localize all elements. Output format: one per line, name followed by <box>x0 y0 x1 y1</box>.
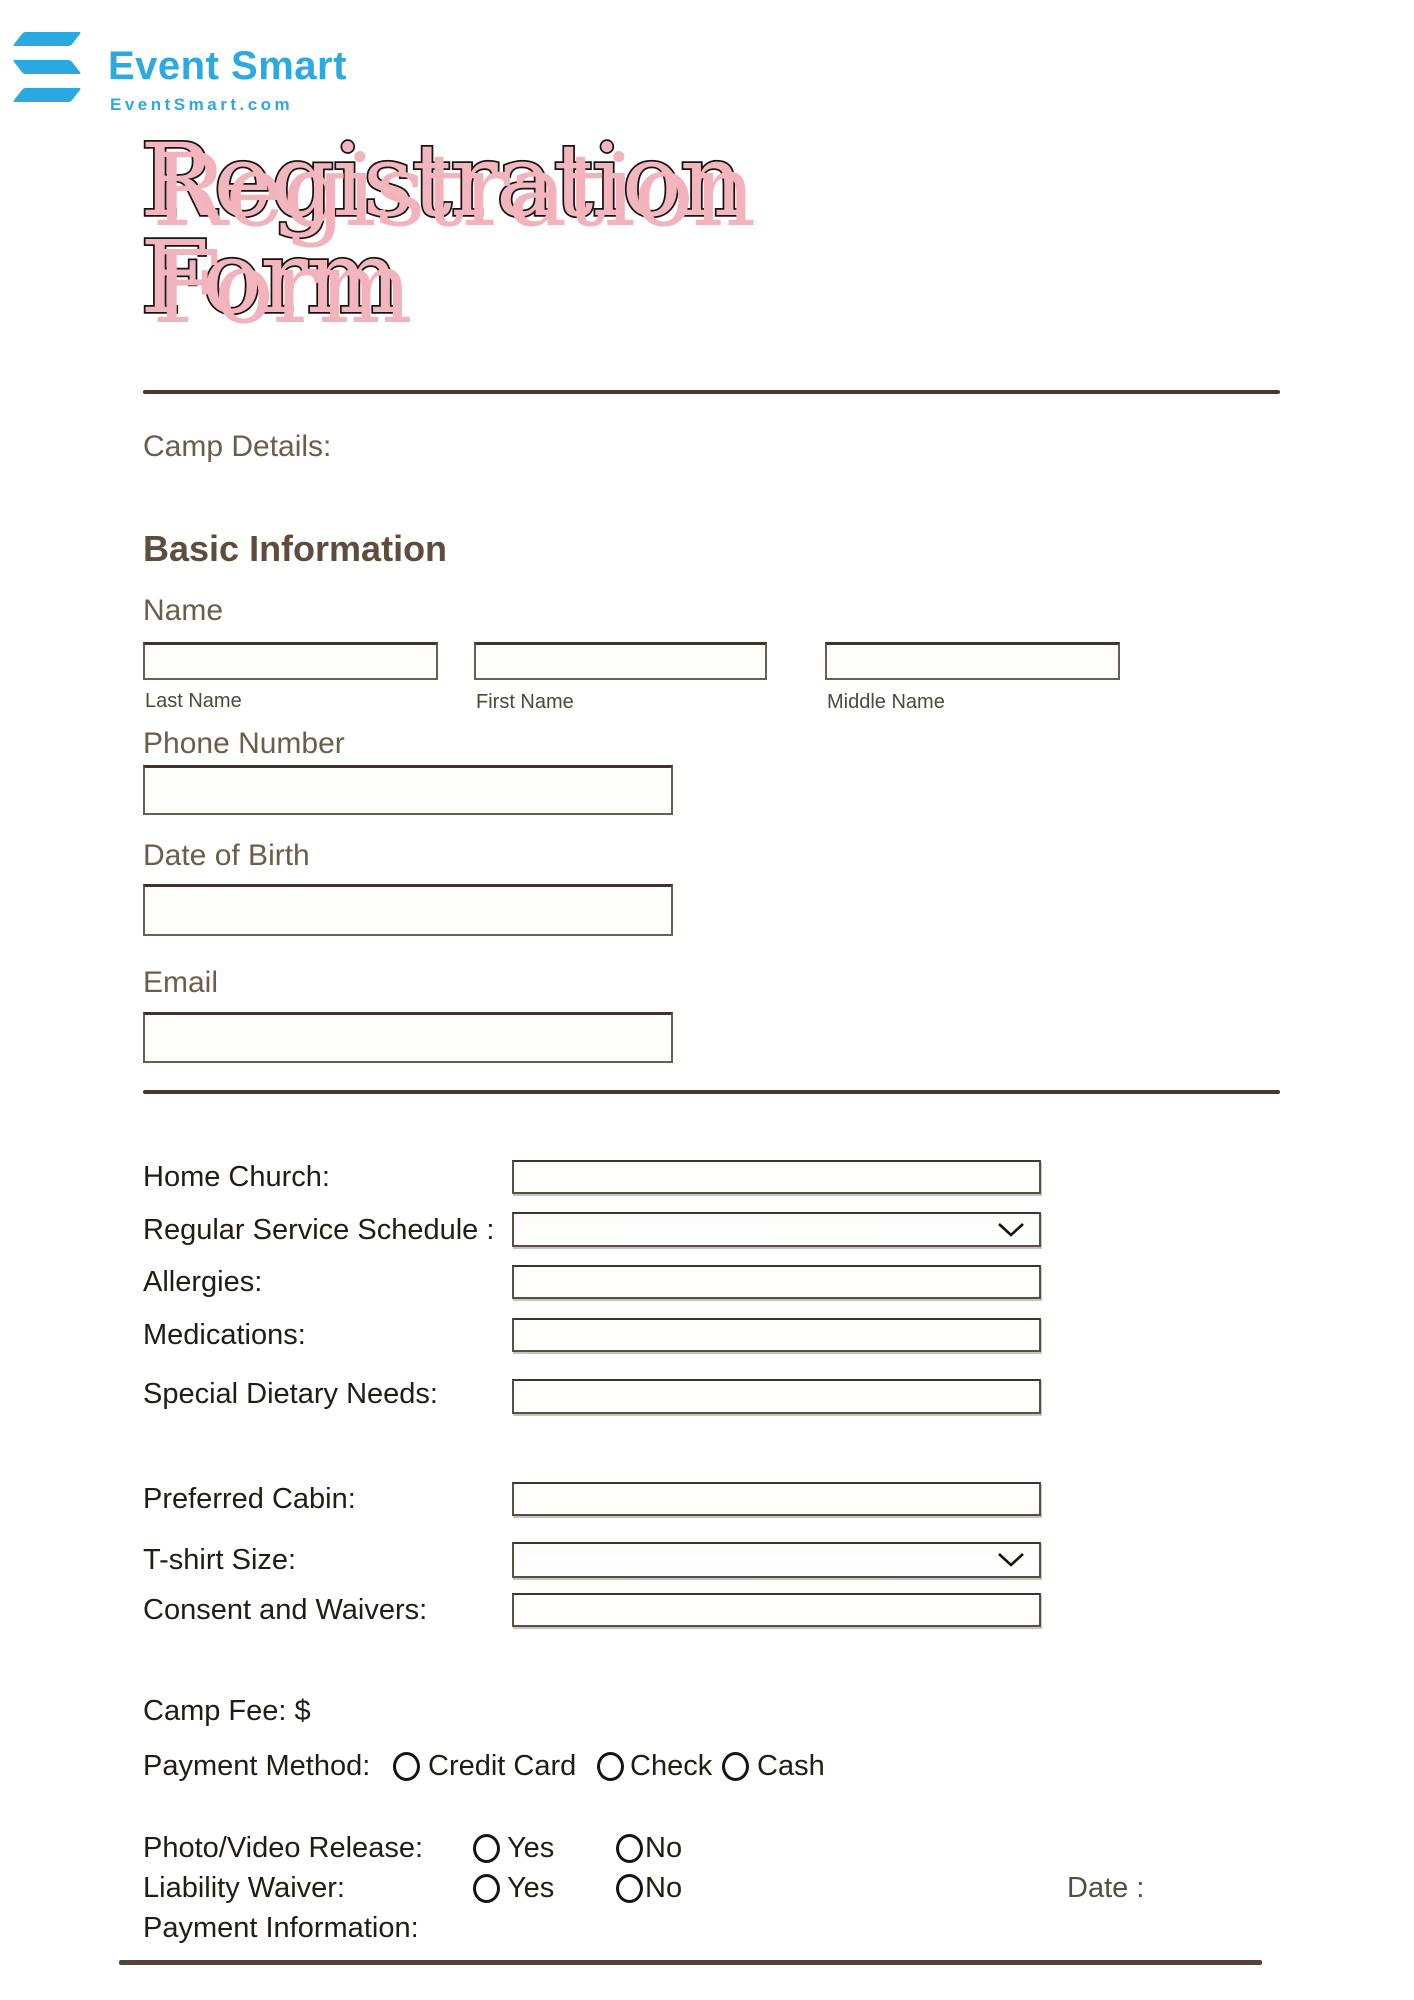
camp-fee-label: Camp Fee: $ <box>143 1695 311 1727</box>
middle-name-input[interactable] <box>825 642 1120 680</box>
consent-and-waivers-label: Consent and Waivers: <box>143 1594 428 1626</box>
payment-method-radio-check[interactable] <box>597 1752 624 1781</box>
bottom-divider <box>119 1960 1262 1965</box>
page-title <box>140 122 743 336</box>
photo-release-radio-no[interactable] <box>616 1834 643 1863</box>
payment-method-option-cash-label: Cash <box>757 1750 825 1782</box>
medications-label: Medications: <box>143 1319 306 1351</box>
payment-method-radio-credit-card[interactable] <box>393 1752 420 1781</box>
phone-number-label: Phone Number <box>143 727 345 760</box>
middle-name-caption: Middle Name <box>827 691 945 713</box>
photo-release-no-label: No <box>645 1832 683 1864</box>
email-label: Email <box>143 966 219 999</box>
brand-name: Event Smart <box>108 44 347 88</box>
photo-release-radio-yes[interactable] <box>473 1834 500 1863</box>
allergies-label: Allergies: <box>143 1266 263 1298</box>
liability-waiver-label: Liability Waiver: <box>143 1872 345 1904</box>
chevron-down-icon <box>997 1222 1025 1238</box>
section-divider <box>143 1090 1280 1094</box>
page-title-line2: Form <box>140 219 399 336</box>
home-church-input[interactable] <box>512 1160 1041 1194</box>
phone-number-input[interactable] <box>143 765 673 815</box>
liability-waiver-no-label: No <box>645 1872 683 1904</box>
medications-input[interactable] <box>512 1318 1041 1352</box>
last-name-input[interactable] <box>143 642 438 680</box>
special-dietary-needs-label: Special Dietary Needs: <box>143 1378 438 1410</box>
special-dietary-needs-input[interactable] <box>512 1379 1041 1414</box>
payment-information-label: Payment Information: <box>143 1912 419 1944</box>
payment-method-label: Payment Method: <box>143 1750 371 1782</box>
tshirt-size-label: T-shirt Size: <box>143 1544 297 1576</box>
allergies-input[interactable] <box>512 1265 1041 1299</box>
payment-method-option-check-label: Check <box>630 1750 713 1782</box>
regular-service-schedule-label: Regular Service Schedule : <box>143 1214 495 1246</box>
event-smart-logo-icon <box>18 30 78 110</box>
photo-release-yes-label: Yes <box>507 1832 555 1864</box>
tshirt-size-select[interactable] <box>512 1542 1041 1578</box>
logo-bar-icon <box>13 32 82 46</box>
page-title-line1: Registration <box>140 122 743 239</box>
name-label: Name <box>143 594 224 627</box>
first-name-caption: First Name <box>476 691 574 713</box>
logo-bar-icon <box>13 60 82 74</box>
brand-domain: EventSmart.com <box>110 95 294 114</box>
liability-waiver-yes-label: Yes <box>507 1872 555 1904</box>
basic-information-heading: Basic Information <box>143 528 448 569</box>
liability-waiver-radio-no[interactable] <box>616 1874 643 1903</box>
photo-video-release-label: Photo/Video Release: <box>143 1832 424 1864</box>
regular-service-schedule-select[interactable] <box>512 1212 1041 1247</box>
logo-bar-icon <box>13 88 82 102</box>
last-name-caption: Last Name <box>145 690 242 712</box>
email-input[interactable] <box>143 1012 673 1063</box>
preferred-cabin-input[interactable] <box>512 1482 1041 1516</box>
section-divider <box>143 390 1280 394</box>
date-of-birth-input[interactable] <box>143 884 673 936</box>
chevron-down-icon <box>997 1552 1025 1568</box>
preferred-cabin-label: Preferred Cabin: <box>143 1483 356 1515</box>
liability-waiver-radio-yes[interactable] <box>473 1874 500 1903</box>
home-church-label: Home Church: <box>143 1161 330 1193</box>
date-label: Date : <box>1067 1872 1145 1904</box>
payment-method-radio-cash[interactable] <box>722 1752 749 1781</box>
consent-and-waivers-input[interactable] <box>512 1593 1041 1627</box>
camp-details-label: Camp Details: <box>143 430 332 463</box>
date-of-birth-label: Date of Birth <box>143 839 310 872</box>
payment-method-option-credit-card-label: Credit Card <box>428 1750 577 1782</box>
first-name-input[interactable] <box>474 642 767 680</box>
